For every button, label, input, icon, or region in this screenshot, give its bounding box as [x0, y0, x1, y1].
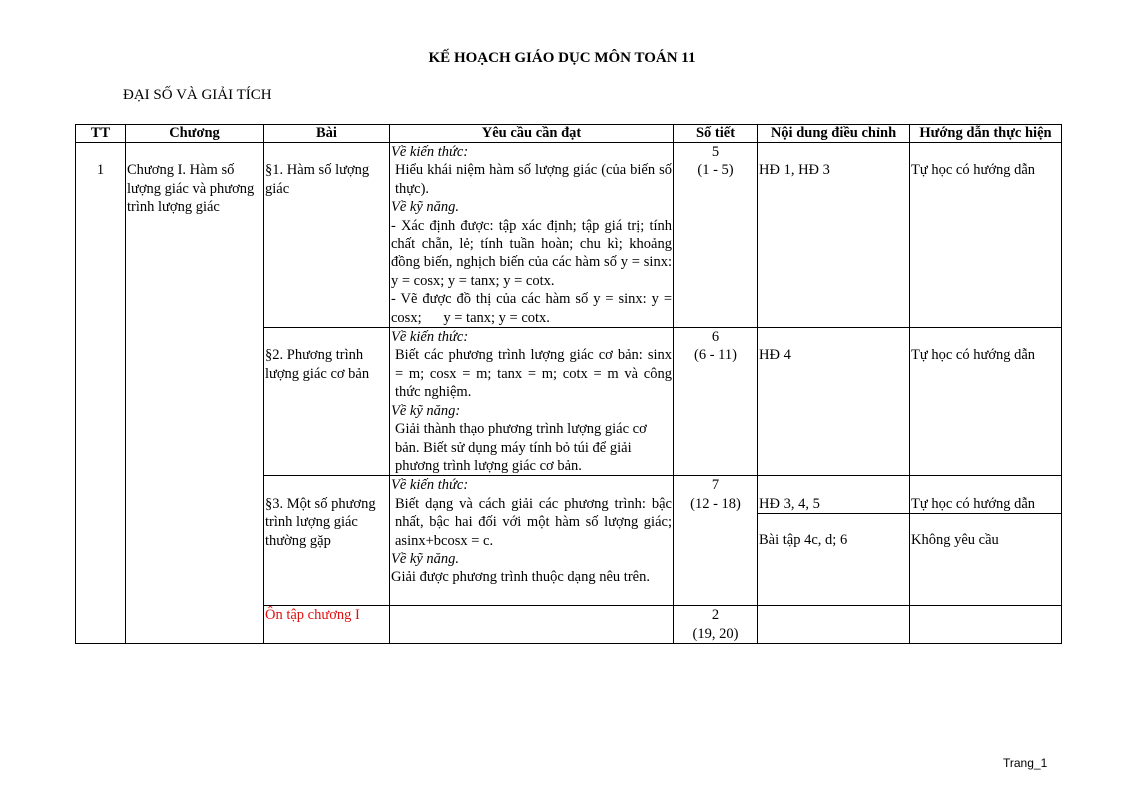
knowledge-heading: Về kiến thức: [391, 329, 469, 346]
adjustment-cell [758, 514, 910, 606]
periods-cell [674, 476, 758, 606]
header-guide: Hướng dẫn thực hiện [910, 125, 1062, 143]
adjustment-text: Bài tập 4c, d; 6 [759, 532, 848, 549]
knowledge-text: Biết các phương trình lượng giác cơ bản: sinx = m; cosx = m; tanx = m; cotx = m và công thức nghiệm. [395, 347, 672, 401]
lesson-cell [264, 328, 390, 476]
period-count: 6 [711, 329, 720, 346]
lesson-name: §3. Một số phương trình lượng giác thường gặp [265, 495, 376, 549]
guide-cell [910, 328, 1062, 476]
guide-cell [910, 606, 1062, 644]
period-count: 5 [711, 144, 720, 160]
header-lesson: Bài [264, 125, 390, 143]
adjustment-text: HĐ 4 [759, 347, 791, 364]
skills-text: - Xác định được: tập xác định; tập giá trị; tính chất chẵn, lẻ; tính tuần hoàn; chu kì; khoảng đồng biến, nghịch biến của các hàm số y = sinx: y = cosx; y = tanx; y = cotx. [391, 217, 672, 289]
knowledge-heading: Về kiến thức: [391, 144, 469, 160]
section-heading: ĐẠI SỐ VÀ GIẢI TÍCH [123, 87, 272, 103]
header-adjustment: Nội dung điều chỉnh [758, 125, 910, 143]
guide-text: Tự học có hướng dẫn [911, 162, 1036, 179]
period-count: 2 [711, 607, 720, 624]
guide-text: Tự học có hướng dẫn [911, 347, 1036, 364]
lesson-cell [264, 143, 390, 328]
requirements-cell [390, 606, 674, 644]
adjustment-cell [758, 143, 910, 328]
periods-cell [674, 328, 758, 476]
knowledge-text: Hiểu khái niệm hàm số lượng giác (của biến số thực). [395, 162, 672, 197]
header-chapter: Chương [126, 125, 264, 143]
guide-text: Không yêu cầu [911, 532, 999, 549]
requirements-cell [390, 476, 674, 606]
lesson-cell [264, 476, 390, 606]
page-number: Trang_1 [1003, 756, 1048, 770]
adjustment-cell [758, 328, 910, 476]
period-count: 7 [711, 477, 720, 494]
table-header-row [76, 125, 1062, 143]
curriculum-table [75, 124, 1062, 644]
knowledge-heading: Về kiến thức: [391, 477, 469, 494]
requirements-cell [390, 328, 674, 476]
adjustment-text: HĐ 3, 4, 5 [759, 495, 820, 512]
guide-cell [910, 143, 1062, 328]
skills-heading: Về kỹ năng: [391, 402, 461, 419]
lesson-cell [264, 606, 390, 644]
lesson-name: §1. Hàm số lượng giác [265, 162, 370, 197]
skills-text: - Vẽ được đồ thị của các hàm số y = sinx: y = cosx; y = tanx; y = cotx. [391, 291, 676, 326]
adjustment-cell [758, 606, 910, 644]
guide-text: Tự học có hướng dẫn [911, 495, 1036, 512]
period-range: (6 - 11) [694, 347, 737, 364]
chapter-name: Chương I. Hàm số lượng giác và phương trình lượng giác [127, 162, 255, 216]
review-lesson-name: Ôn tập chương I [265, 607, 360, 624]
header-periods: Số tiết [674, 125, 758, 143]
header-tt: TT [76, 125, 126, 143]
skills-text: Giải được phương trình thuộc dạng nêu trên. [391, 569, 650, 586]
tt-cell [76, 143, 126, 644]
adjustment-cell [758, 476, 910, 514]
skills-heading: Về kỹ năng. [391, 550, 460, 567]
skills-text: Giải thành thạo phương trình lượng giác cơ bản. Biết sử dụng máy tính bỏ túi để giải phương trình lượng giác cơ bản. [395, 421, 647, 474]
skills-heading: Về kỹ năng. [391, 199, 460, 216]
guide-cell [910, 476, 1062, 514]
document-title: KẾ HOẠCH GIÁO DỤC MÔN TOÁN 11 [428, 50, 696, 66]
periods-cell [674, 143, 758, 328]
lesson-name: §2. Phương trình lượng giác cơ bản [265, 347, 370, 382]
guide-cell [910, 514, 1062, 606]
period-range: (12 - 18) [690, 495, 741, 512]
table-row [76, 143, 1062, 328]
periods-cell [674, 606, 758, 644]
requirements-cell [390, 143, 674, 328]
tt-value: 1 [96, 162, 105, 179]
period-range: (19, 20) [692, 625, 739, 642]
knowledge-text: Biết dạng và cách giải các phương trình: bậc nhất, bậc hai đối với một hàm số lượng giác; asinx+bcosx = c. [395, 495, 672, 549]
period-range: (1 - 5) [697, 162, 734, 179]
chapter-cell [126, 143, 264, 644]
adjustment-text: HĐ 1, HĐ 3 [759, 162, 830, 179]
header-requirements: Yêu cầu cần đạt [390, 125, 674, 143]
